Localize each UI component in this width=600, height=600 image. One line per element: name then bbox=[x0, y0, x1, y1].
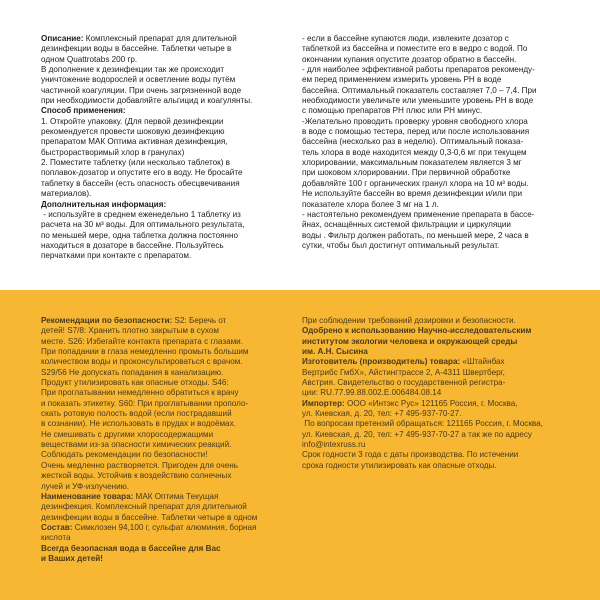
text-run: S29/56 Не допускать попадания в канализацию. bbox=[41, 367, 224, 377]
text-run: - настоятельно рекомендуем применение препарата в бассе- bbox=[302, 209, 535, 219]
bold-heading: институтом экологии человека и окружающей среды bbox=[302, 336, 518, 346]
text-line bbox=[41, 482, 257, 492]
text-line bbox=[302, 378, 543, 388]
text-run: Австрия. Свидетельство о государственной регистра- bbox=[302, 378, 506, 388]
text-run: жесткой воды. Устойчив к воздействию солнечных bbox=[41, 471, 232, 481]
text-line bbox=[302, 96, 537, 106]
text-line bbox=[302, 210, 537, 220]
bold-heading: Изготовитель (производитель) товара: bbox=[302, 357, 461, 367]
text-run: по меньшей мере, одна таблетка должна постоянно bbox=[41, 230, 239, 240]
text-line bbox=[41, 148, 252, 158]
text-run: лучей и УФ-излучению. bbox=[41, 481, 130, 491]
text-line bbox=[302, 368, 543, 378]
text-line bbox=[302, 220, 537, 230]
text-run: скать ротовую полость водой (если пострадавший bbox=[41, 409, 232, 419]
text-line bbox=[302, 106, 537, 116]
text-run: - для наиболее эффективной работы препаратов рекоменду- bbox=[302, 65, 535, 75]
text-run: месте. S26: Избегайте контакта препарата с глазами. bbox=[41, 336, 243, 346]
text-line bbox=[41, 461, 257, 471]
text-run: При соблюдении требований дозировки и безопасности. bbox=[302, 316, 516, 325]
text-line bbox=[302, 127, 537, 137]
text-run: показателе хлора более 3 мг на 1 л. bbox=[302, 199, 439, 209]
text-line bbox=[41, 55, 252, 65]
text-line bbox=[41, 368, 257, 378]
text-line bbox=[41, 533, 257, 543]
text-run: с помощью препаратов PH плюс или PH минус. bbox=[302, 106, 483, 116]
text-line bbox=[302, 86, 537, 96]
text-run: 2. Поместите таблетку (или несколько таблеток) в bbox=[41, 158, 230, 168]
text-run: Очень медленно растворяется. Пригоден для очень bbox=[41, 460, 238, 470]
text-run: добавляйте 100 г органических гранул хлора на 10 м³ воды. bbox=[302, 178, 529, 188]
text-line bbox=[41, 378, 257, 388]
text-run: Срок годности 3 года с даты производства. По истечении bbox=[302, 450, 519, 460]
text-run: хлорировании, максимальным показателем является 3 мг bbox=[302, 158, 522, 168]
text-run: ООО «Интэкс Рус» 121165 Россия, г. Москва, bbox=[344, 398, 518, 408]
bold-heading: и Ваших детей! bbox=[41, 553, 103, 563]
text-line bbox=[41, 34, 252, 44]
text-run: - используйте в среднем еженедельно 1 таблетку из bbox=[41, 209, 241, 219]
text-run: Вертрибс ГмбХ», Айстингтрассе 2, А-4311 Швертберг, bbox=[302, 367, 505, 377]
text-line bbox=[41, 347, 257, 357]
text-run: При проглатывании немедленно обратиться к врачу bbox=[41, 388, 239, 398]
text-run: По вопросам претензий обращаться: 121165 Россия, г. Москва, bbox=[302, 419, 543, 429]
text-line bbox=[41, 554, 257, 564]
text-line bbox=[41, 513, 257, 523]
text-run: находиться в дозаторе в бассейне. Пользуйтесь bbox=[41, 240, 224, 250]
text-run: воды . Фильтр должен работать, по меньшей мере, 2 часа в bbox=[302, 230, 529, 240]
text-run: срока годности утилизировать как опасные отходы. bbox=[302, 460, 497, 470]
text-line bbox=[302, 337, 543, 347]
text-line bbox=[41, 326, 257, 336]
text-line bbox=[41, 430, 257, 440]
text-run: рекомендуется провести шоковую дезинфекцию bbox=[41, 127, 225, 137]
text-run: тель хлора в воде находится между 0,3-0,6 мг при текущем bbox=[302, 147, 527, 157]
text-run: - если в бассейне купаются люди, извлеките дозатор с bbox=[302, 34, 509, 43]
text-line bbox=[41, 117, 252, 127]
text-run: при необходимости добавляйте альгицид и коагулянты. bbox=[41, 96, 253, 106]
text-line bbox=[302, 168, 537, 178]
text-line bbox=[302, 430, 543, 440]
text-line bbox=[41, 220, 252, 230]
text-line bbox=[302, 179, 537, 189]
text-line bbox=[302, 357, 543, 367]
text-line bbox=[302, 419, 543, 429]
text-run: дезинфекции воды в бассейне. Таблетки четыре в bbox=[41, 44, 232, 54]
text-run: сутки, чтобы был достигнут оптимальный результат. bbox=[302, 240, 500, 250]
text-line bbox=[302, 117, 537, 127]
text-line bbox=[302, 34, 537, 44]
text-run: и показать этикетку. S60: При проглатывании прополо- bbox=[41, 398, 249, 408]
text-run: быстрорастворимый хлор в гранулах) bbox=[41, 147, 185, 157]
text-line bbox=[41, 523, 257, 533]
text-run: 1. Откройте упаковку. (Для первой дезинфекции bbox=[41, 116, 224, 126]
text-line bbox=[41, 96, 252, 106]
bold-heading: им. А.Н. Сысина bbox=[302, 347, 368, 357]
text-line bbox=[302, 409, 543, 419]
text-run: При попадании в глаза немедленно промыть большим bbox=[41, 347, 249, 357]
text-line bbox=[41, 409, 257, 419]
safety-recommendations-column bbox=[41, 316, 257, 564]
text-run: -Желательно проводить проверку уровня свободного хлора bbox=[302, 116, 528, 126]
text-line bbox=[302, 440, 543, 450]
text-run: окончании купания опустите дозатор обратно в бассейн. bbox=[302, 54, 517, 64]
text-run: Соблюдать рекомендации по безопасности! bbox=[41, 450, 208, 460]
text-run: при шоковом хлорировании. При первичной обработке bbox=[302, 168, 511, 178]
text-line bbox=[41, 388, 257, 398]
text-line bbox=[41, 106, 252, 116]
text-run: бассейна. Оптимальный показатель составляет 7,0 – 7,4. При bbox=[302, 85, 537, 95]
text-run: ции: RU.77.99.88.002.Е.006484.08.14 bbox=[302, 388, 442, 398]
text-line bbox=[302, 200, 537, 210]
text-run: Не используйте бассейн во время дезинфекции и/или при bbox=[302, 189, 523, 199]
text-line bbox=[41, 127, 252, 137]
text-run: дезинфекции воды в бассейне. Таблетки четыре в одном bbox=[41, 512, 258, 522]
text-line bbox=[302, 316, 543, 326]
text-line bbox=[41, 251, 252, 261]
text-run: ем перед применением измерить уровень PH в воде bbox=[302, 75, 502, 85]
text-run: частичной коагуляции. При очень загрязненной воде bbox=[41, 85, 242, 95]
text-line bbox=[41, 44, 252, 54]
text-line bbox=[41, 492, 257, 502]
text-run: необходимости увеличьте или уменьшите уровень PH в воде bbox=[302, 96, 534, 106]
text-run: в воде с помощью тестера, перед или после использования bbox=[302, 127, 530, 137]
text-run: S2: Беречь от bbox=[172, 316, 227, 325]
text-line bbox=[41, 137, 252, 147]
text-line bbox=[41, 337, 257, 347]
text-run: расчета на 30 м³ воды. Для оптимального результата, bbox=[41, 220, 245, 230]
usage-notes-column bbox=[302, 34, 537, 251]
text-line bbox=[41, 471, 257, 481]
text-run: материалов). bbox=[41, 189, 92, 199]
text-line bbox=[302, 189, 537, 199]
manufacturer-info-column bbox=[302, 316, 543, 471]
text-line bbox=[302, 75, 537, 85]
text-line bbox=[41, 502, 257, 512]
text-line bbox=[41, 200, 252, 210]
text-line bbox=[41, 316, 257, 326]
text-run: таблеткой из бассейна и поместите его в ведро с водой. По bbox=[302, 44, 528, 54]
bold-heading: Одобрено к использованию Научно-исследовательским bbox=[302, 326, 532, 336]
text-run: Продукт утилизировать как опасные отходы. S46: bbox=[41, 378, 229, 388]
text-line bbox=[41, 544, 257, 554]
bold-heading: Описание: bbox=[41, 34, 84, 43]
text-line bbox=[41, 75, 252, 85]
text-line bbox=[41, 158, 252, 168]
text-line bbox=[41, 168, 252, 178]
text-line bbox=[41, 357, 257, 367]
text-line bbox=[302, 231, 537, 241]
text-run: в сознании). Не использовать в прудах и водоёмах. bbox=[41, 419, 236, 429]
text-line bbox=[41, 419, 257, 429]
text-run: перчатками при контакте с препаратом. bbox=[41, 251, 192, 261]
text-line bbox=[302, 65, 537, 75]
text-line bbox=[41, 65, 252, 75]
text-run: уничтожение водорослей и осветление воды путём bbox=[41, 75, 236, 85]
text-line bbox=[41, 210, 252, 220]
text-line bbox=[302, 388, 543, 398]
text-run: кислота bbox=[41, 533, 71, 543]
text-run: info@intexruss.ru bbox=[302, 440, 366, 450]
text-run: препаратом МАК Оптима активная дезинфекция, bbox=[41, 137, 228, 147]
bold-heading: Импортер: bbox=[302, 398, 345, 408]
text-line bbox=[302, 158, 537, 168]
text-line bbox=[302, 241, 537, 251]
description-column bbox=[41, 34, 252, 262]
text-line bbox=[41, 86, 252, 96]
text-line bbox=[302, 450, 543, 460]
text-run: веществами из-за опасности химических реакций. bbox=[41, 440, 232, 450]
text-run: таблетку в бассейн (есть опасность обесцвечивания bbox=[41, 178, 240, 188]
bold-heading: Всегда безопасная вода в бассейне для Вас bbox=[41, 543, 221, 553]
bold-heading: Наименование товара: bbox=[41, 491, 134, 501]
text-run: ул. Киевская, д. 20, тел: +7 495-937-70-27 а так же по адресу bbox=[302, 429, 532, 439]
bold-heading: Состав: bbox=[41, 522, 73, 532]
bold-heading: Дополнительная информация: bbox=[41, 199, 167, 209]
text-run: детей! S7/8: Хранить плотно закрытым в сухом bbox=[41, 326, 220, 336]
text-run: Не смешивать с другими хлоросодержащими bbox=[41, 429, 214, 439]
text-run: йнах, оснащённых системой фильтрации и циркуляции bbox=[302, 220, 511, 230]
text-line bbox=[41, 399, 257, 409]
text-line bbox=[302, 55, 537, 65]
text-line bbox=[41, 231, 252, 241]
text-run: ул. Киевская, д. 20, тел: +7 495-937-70-27. bbox=[302, 409, 462, 419]
text-line bbox=[41, 440, 257, 450]
text-run: Симклозен 94,100 г, сульфат алюминия, борная bbox=[72, 522, 257, 532]
text-line bbox=[302, 461, 543, 471]
text-run: дезинфекция. Комплексный препарат для длительной bbox=[41, 502, 247, 512]
text-line bbox=[41, 241, 252, 251]
text-line bbox=[302, 326, 543, 336]
text-line bbox=[302, 399, 543, 409]
text-run: количеством воды и проконсультироваться с врачом. bbox=[41, 357, 243, 367]
text-run: Комплексный препарат для длительной bbox=[83, 34, 237, 43]
text-line bbox=[302, 148, 537, 158]
text-run: поплавок-дозатор и опустите его в воду. Не бросайте bbox=[41, 168, 243, 178]
text-run: бассейна (несколько раз в неделю). Оптимальный показа- bbox=[302, 137, 524, 147]
text-run: «Штайнбах bbox=[460, 357, 505, 367]
text-line bbox=[41, 179, 252, 189]
text-run: МАК Оптима Текущая bbox=[133, 491, 219, 501]
text-line bbox=[302, 44, 537, 54]
text-line bbox=[302, 137, 537, 147]
bold-heading: Рекомендации по безопасности: bbox=[41, 316, 173, 325]
text-line bbox=[41, 189, 252, 199]
text-line bbox=[41, 450, 257, 460]
bold-heading: Способ применения: bbox=[41, 106, 126, 116]
text-run: одном Quattrotabs 200 гр. bbox=[41, 54, 138, 64]
text-line bbox=[302, 347, 543, 357]
text-run: В дополнение к дезинфекции так же происходит bbox=[41, 65, 225, 75]
